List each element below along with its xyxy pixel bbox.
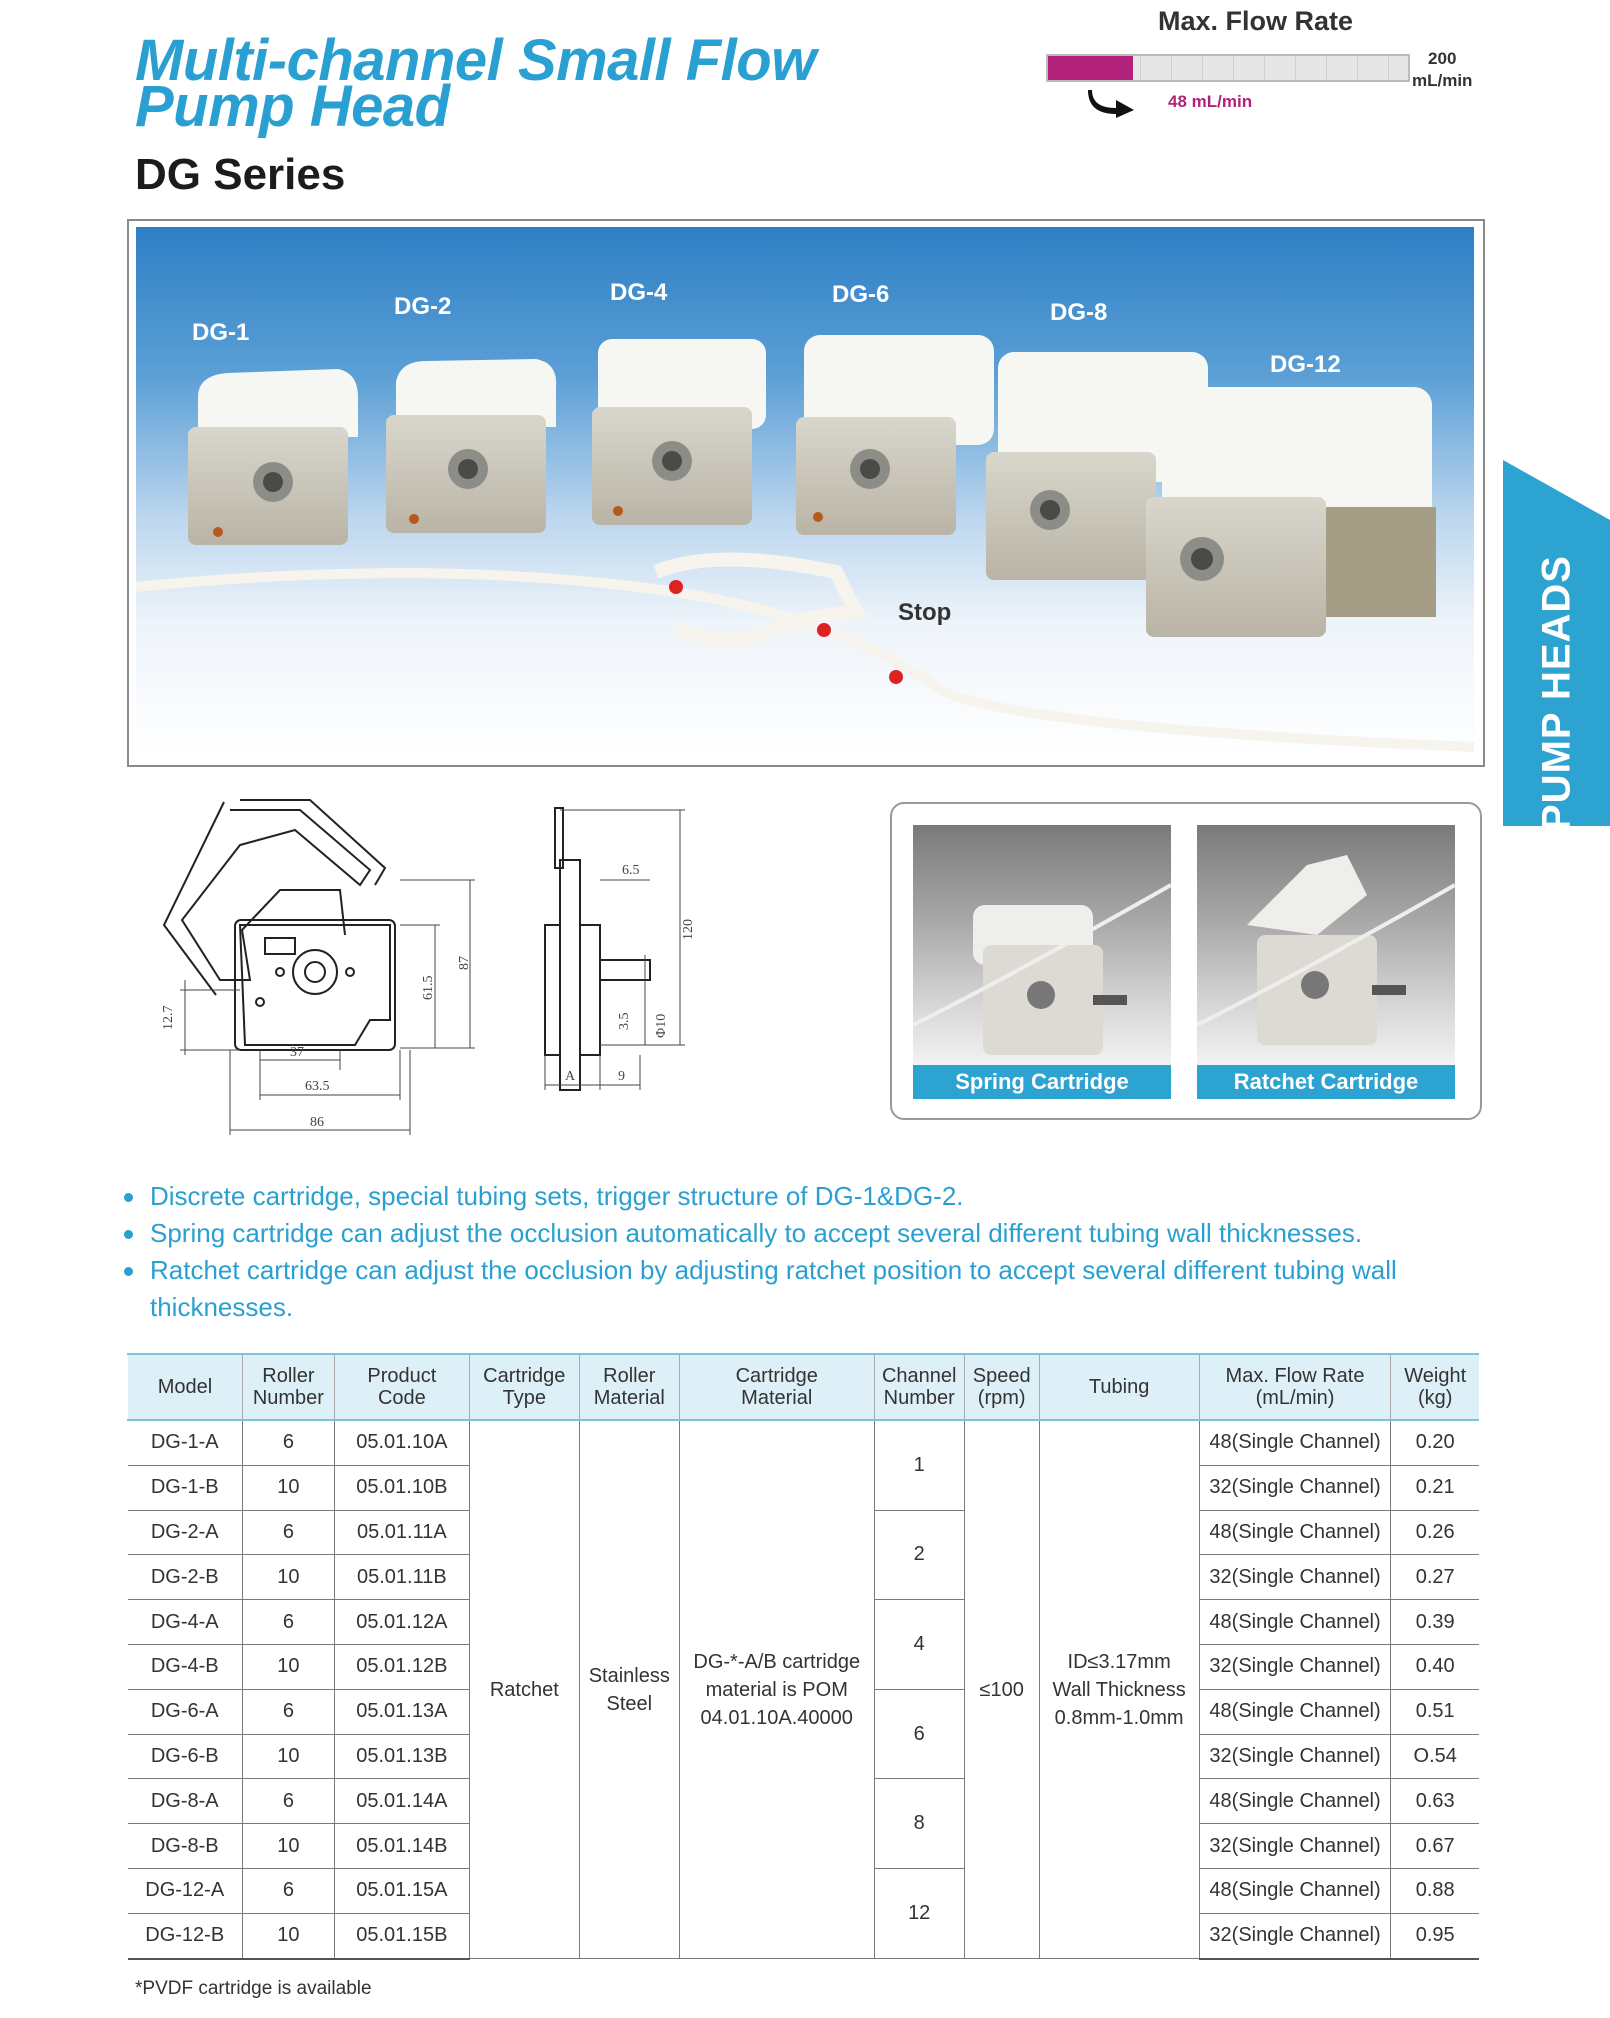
spring-cartridge-caption: Spring Cartridge xyxy=(913,1065,1171,1099)
pump-dg-4 xyxy=(592,339,766,525)
spring-cartridge-photo xyxy=(913,825,1171,1065)
cell-cartridge-type-line: Ratchet xyxy=(489,1678,559,1701)
cell-roller-number: 10 xyxy=(242,1555,334,1600)
cell-channel-number: 8 xyxy=(874,1779,964,1869)
pump-dg-1 xyxy=(188,369,358,545)
cell-roller-material-line: Stainless xyxy=(588,1664,670,1687)
col-product-code: Product Code xyxy=(334,1354,469,1420)
cell-product-code: 05.01.15B xyxy=(334,1913,469,1958)
stop-marker xyxy=(669,580,683,594)
col-roller-material: Roller Material xyxy=(579,1354,679,1420)
side-tab-label: PUMP HEADS xyxy=(1534,555,1578,831)
dimension-drawing xyxy=(160,790,740,1140)
cell-cartridge-type xyxy=(469,1420,579,1959)
cell-tubing-line: 0.8mm-1.0mm xyxy=(1054,1706,1184,1729)
ratchet-cartridge-photo xyxy=(1197,825,1455,1065)
cell-product-code: 05.01.11B xyxy=(334,1555,469,1600)
cell-model: DG-8-A xyxy=(128,1779,243,1824)
flow-rate-max xyxy=(1412,48,1472,92)
cell-weight: O.54 xyxy=(1391,1734,1479,1779)
pump-heads-illustration xyxy=(136,227,1474,755)
product-photo xyxy=(136,227,1474,755)
cell-model: DG-6-A xyxy=(128,1689,243,1734)
dim-side-4: A xyxy=(565,1069,576,1084)
cell-product-code: 05.01.10A xyxy=(334,1420,469,1465)
side-view-dims xyxy=(565,863,696,1084)
stop-label: Stop xyxy=(898,599,952,626)
col-weight: Weight (kg) xyxy=(1391,1354,1479,1420)
flow-rate-fill xyxy=(1048,56,1133,80)
side-view xyxy=(545,808,650,1090)
cell-weight: 0.67 xyxy=(1391,1824,1479,1869)
cell-cartridge-material-line: material is POM xyxy=(705,1678,848,1701)
cell-roller-number: 6 xyxy=(242,1779,334,1824)
cell-max-flow: 48(Single Channel) xyxy=(1199,1868,1391,1913)
cell-max-flow: 48(Single Channel) xyxy=(1199,1779,1391,1824)
cell-max-flow: 32(Single Channel) xyxy=(1199,1465,1391,1510)
cell-roller-number: 6 xyxy=(242,1420,334,1465)
dim-front-1: 37 xyxy=(290,1045,304,1060)
col-cartridge-material: Cartridge Material xyxy=(679,1354,874,1420)
cell-weight: 0.20 xyxy=(1391,1420,1479,1465)
dim-front-2: 63.5 xyxy=(305,1079,330,1094)
cartridge-card-spring xyxy=(913,825,1171,1099)
cell-speed-line: ≤100 xyxy=(979,1678,1024,1701)
cell-cartridge-material-line: 04.01.10A.40000 xyxy=(700,1706,853,1729)
cell-weight: 0.63 xyxy=(1391,1779,1479,1824)
cell-weight: 0.39 xyxy=(1391,1600,1479,1645)
col-roller-number: Roller Number xyxy=(242,1354,334,1420)
flow-rate-label: Max. Flow Rate xyxy=(1158,6,1354,36)
cell-model: DG-4-B xyxy=(128,1644,243,1689)
cell-cartridge-material xyxy=(679,1420,874,1959)
feature-list xyxy=(120,1178,1500,1326)
cell-roller-number: 10 xyxy=(242,1913,334,1958)
cell-weight: 0.51 xyxy=(1391,1689,1479,1734)
curved-arrow-icon xyxy=(1088,86,1142,118)
model-label-dg-2: DG-2 xyxy=(394,293,452,320)
cell-speed xyxy=(964,1420,1039,1959)
cell-channel-number: 4 xyxy=(874,1600,964,1690)
cell-roller-number: 10 xyxy=(242,1465,334,1510)
cell-max-flow: 48(Single Channel) xyxy=(1199,1600,1391,1645)
cell-channel-number: 2 xyxy=(874,1510,964,1600)
cell-model: DG-1-B xyxy=(128,1465,243,1510)
cell-product-code: 05.01.13A xyxy=(334,1689,469,1734)
cell-weight: 0.88 xyxy=(1391,1868,1479,1913)
cell-max-flow: 48(Single Channel) xyxy=(1199,1420,1391,1465)
cell-channel-number: 6 xyxy=(874,1689,964,1779)
table-header-row xyxy=(128,1354,1480,1420)
cell-model: DG-8-B xyxy=(128,1824,243,1869)
cell-product-code: 05.01.12B xyxy=(334,1644,469,1689)
dim-front-3: 86 xyxy=(310,1115,324,1130)
model-label-dg-6: DG-6 xyxy=(832,281,890,308)
col-max-flow: Max. Flow Rate (mL/min) xyxy=(1199,1354,1391,1420)
cell-roller-number: 10 xyxy=(242,1734,334,1779)
pump-dg-6 xyxy=(796,335,994,535)
model-label-dg-12: DG-12 xyxy=(1270,351,1341,378)
dim-front-4: 61.5 xyxy=(421,975,436,1000)
title-line-2: Pump Head xyxy=(135,74,450,139)
flow-max-value: 200 xyxy=(1428,49,1457,68)
cell-channel-number: 1 xyxy=(874,1420,964,1510)
cell-weight: 0.21 xyxy=(1391,1465,1479,1510)
front-view xyxy=(164,800,395,1050)
cell-weight: 0.40 xyxy=(1391,1644,1479,1689)
col-channel-number: Channel Number xyxy=(874,1354,964,1420)
cartridge-card-ratchet xyxy=(1197,825,1455,1099)
cell-max-flow: 48(Single Channel) xyxy=(1199,1510,1391,1555)
flow-max-unit: mL/min xyxy=(1412,71,1473,90)
cell-max-flow: 48(Single Channel) xyxy=(1199,1689,1391,1734)
cell-product-code: 05.01.10B xyxy=(334,1465,469,1510)
cell-roller-material xyxy=(579,1420,679,1959)
dim-front-0: 12.7 xyxy=(161,1005,176,1030)
cell-product-code: 05.01.14B xyxy=(334,1824,469,1869)
cell-model: DG-1-A xyxy=(128,1420,243,1465)
dim-side-0: 6.5 xyxy=(622,863,640,878)
title-line-1: Multi-channel Small Flow xyxy=(135,28,816,93)
col-cartridge-type: Cartridge Type xyxy=(469,1354,579,1420)
cell-model: DG-6-B xyxy=(128,1734,243,1779)
cell-channel-number: 12 xyxy=(874,1868,964,1958)
cell-model: DG-12-B xyxy=(128,1913,243,1958)
cell-roller-number: 10 xyxy=(242,1824,334,1869)
cell-tubing-line: Wall Thickness xyxy=(1052,1678,1186,1701)
cell-roller-number: 6 xyxy=(242,1510,334,1555)
cell-roller-number: 10 xyxy=(242,1644,334,1689)
spec-table xyxy=(127,1353,1479,1960)
cell-model: DG-2-B xyxy=(128,1555,243,1600)
page-title xyxy=(135,28,816,139)
cell-max-flow: 32(Single Channel) xyxy=(1199,1913,1391,1958)
model-label-dg-1: DG-1 xyxy=(192,319,250,346)
dim-side-5: 9 xyxy=(618,1069,625,1084)
dim-side-2: 3.5 xyxy=(617,1012,632,1030)
cell-max-flow: 32(Single Channel) xyxy=(1199,1555,1391,1600)
model-label-dg-8: DG-8 xyxy=(1050,299,1108,326)
cell-roller-number: 6 xyxy=(242,1600,334,1645)
series-subtitle: DG Series xyxy=(135,150,346,199)
col-tubing: Tubing xyxy=(1039,1354,1199,1420)
cell-model: DG-2-A xyxy=(128,1510,243,1555)
cell-product-code: 05.01.12A xyxy=(334,1600,469,1645)
cell-roller-number: 6 xyxy=(242,1868,334,1913)
cell-tubing-line: ID≤3.17mm xyxy=(1067,1650,1171,1673)
feature-item: Spring cartridge can adjust the occlusion automatically to accept several different tubing wall thicknesses. xyxy=(120,1215,1500,1252)
cell-product-code: 05.01.13B xyxy=(334,1734,469,1779)
cell-weight: 0.27 xyxy=(1391,1555,1479,1600)
cell-roller-material-line: Steel xyxy=(606,1692,653,1715)
cell-max-flow: 32(Single Channel) xyxy=(1199,1644,1391,1689)
pump-dg-12 xyxy=(1146,387,1436,637)
cell-model: DG-12-A xyxy=(128,1868,243,1913)
cell-tubing xyxy=(1039,1420,1199,1959)
model-label-dg-4: DG-4 xyxy=(610,279,668,306)
flow-rate-current: 48 mL/min xyxy=(1168,92,1253,111)
cell-max-flow: 32(Single Channel) xyxy=(1199,1734,1391,1779)
cell-max-flow: 32(Single Channel) xyxy=(1199,1824,1391,1869)
cell-product-code: 05.01.14A xyxy=(334,1779,469,1824)
table-row xyxy=(128,1420,1480,1465)
dim-side-3: Φ10 xyxy=(654,1013,669,1038)
side-tab-text xyxy=(1503,555,1610,831)
cell-product-code: 05.01.11A xyxy=(334,1510,469,1555)
cell-product-code: 05.01.15A xyxy=(334,1868,469,1913)
cell-weight: 0.95 xyxy=(1391,1913,1479,1958)
cell-weight: 0.26 xyxy=(1391,1510,1479,1555)
stop-marker xyxy=(817,623,831,637)
pump-dg-2 xyxy=(386,359,556,533)
col-model: Model xyxy=(128,1354,243,1420)
dim-front-5: 87 xyxy=(457,956,472,970)
stop-marker xyxy=(889,670,903,684)
footnote: *PVDF cartridge is available xyxy=(135,1978,372,1999)
cell-roller-number: 6 xyxy=(242,1689,334,1734)
cell-cartridge-material-line: DG-*-A/B cartridge xyxy=(693,1650,861,1673)
feature-item: Ratchet cartridge can adjust the occlusion by adjusting ratchet position to accept several different tubing wall thicknesses. xyxy=(120,1252,1500,1326)
feature-item: Discrete cartridge, special tubing sets, trigger structure of DG-1&DG-2. xyxy=(120,1178,1500,1215)
col-speed: Speed (rpm) xyxy=(964,1354,1039,1420)
cell-model: DG-4-A xyxy=(128,1600,243,1645)
dim-side-1: 120 xyxy=(681,919,696,940)
ratchet-cartridge-caption: Ratchet Cartridge xyxy=(1197,1065,1455,1099)
